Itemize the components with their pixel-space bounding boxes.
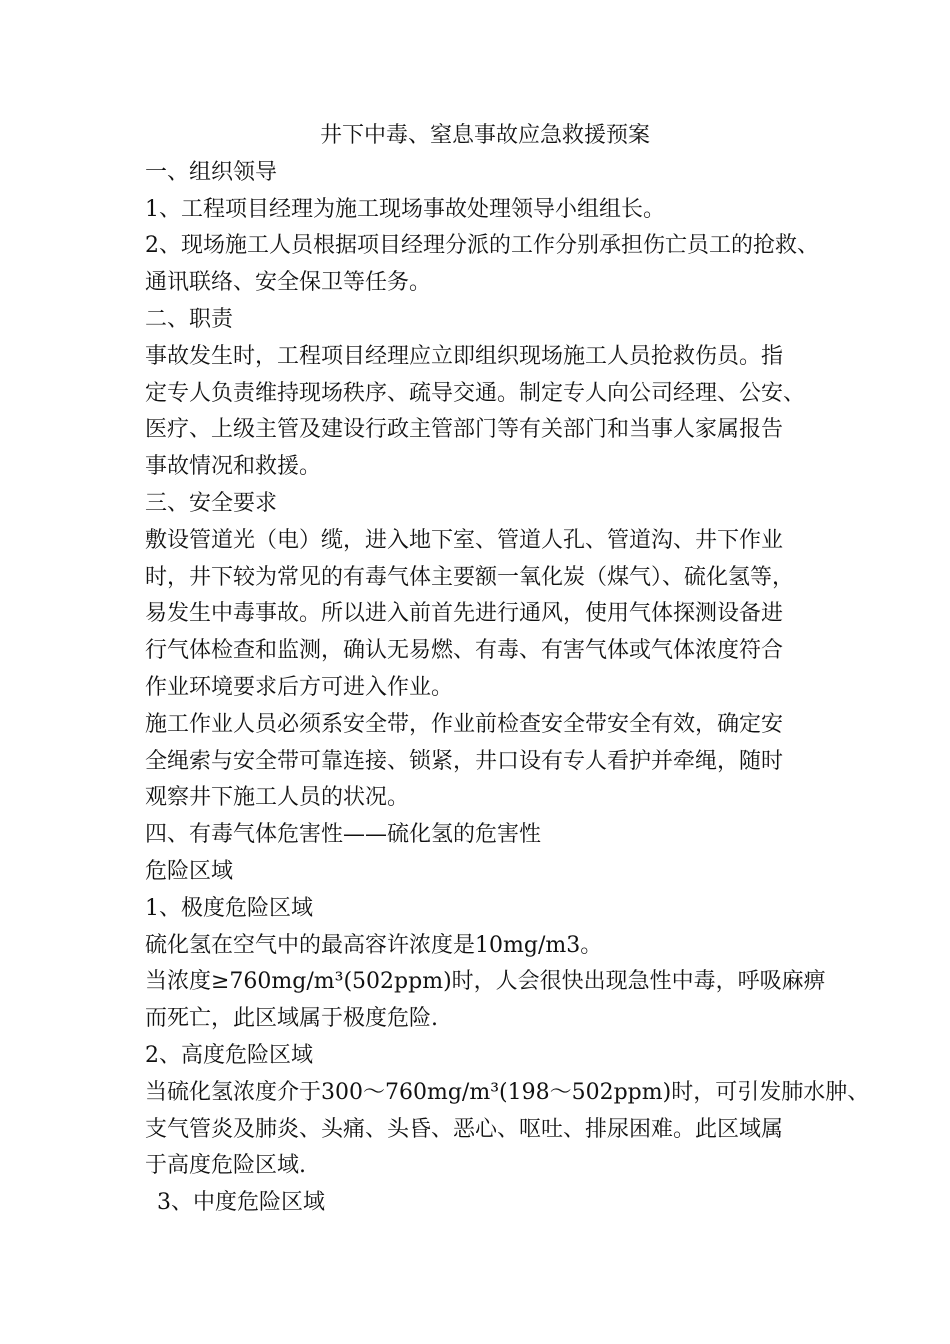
- paragraph-line: 观察井下施工人员的状况。: [145, 785, 410, 811]
- paragraph-line: 而死亡，此区域属于极度危险.: [145, 1006, 438, 1032]
- section-heading-toxic-gas: 四、有毒气体危害性——硫化氢的危害性: [145, 822, 542, 848]
- paragraph-line: 敷设管道光（电）缆，进入地下室、管道人孔、管道沟、井下作业: [145, 527, 784, 553]
- subheading-medium-danger: 3、中度危险区域: [157, 1190, 325, 1216]
- paragraph-line: 施工作业人员必须系安全带，作业前检查安全带安全有效，确定安: [145, 711, 784, 737]
- paragraph-line: 作业环境要求后方可进入作业。: [145, 674, 454, 700]
- paragraph-line: 事故情况和救援。: [145, 454, 322, 480]
- paragraph-line: 事故发生时，工程项目经理应立即组织现场施工人员抢救伤员。指: [145, 343, 784, 369]
- subheading-extreme-danger: 1、极度危险区域: [145, 895, 313, 921]
- paragraph-line: 行气体检查和监测，确认无易燃、有毒、有害气体或气体浓度符合: [145, 638, 784, 664]
- section-heading-organization: 一、组织领导: [145, 159, 278, 185]
- paragraph-line: 定专人负责维持现场秩序、疏导交通。制定专人向公司经理、公安、: [145, 380, 806, 406]
- paragraph-line: 通讯联络、安全保卫等任务。: [145, 270, 432, 296]
- subheading-high-danger: 2、高度危险区域: [145, 1042, 313, 1068]
- paragraph-line: 医疗、上级主管及建设行政主管部门等有关部门和当事人家属报告: [145, 417, 784, 443]
- paragraph-line: 易发生中毒事故。所以进入前首先进行通风，使用气体探测设备进: [145, 601, 784, 627]
- paragraph-line: 1、工程项目经理为施工现场事故处理领导小组组长。: [145, 196, 665, 222]
- section-heading-duties: 二、职责: [145, 306, 234, 332]
- paragraph-line: 当浓度≥760mg/m³(502ppm)时，人会很快出现急性中毒，呼吸麻痹: [145, 969, 826, 995]
- paragraph-line: 硫化氢在空气中的最高容许浓度是10mg/m3。: [145, 932, 603, 958]
- paragraph-line: 支气管炎及肺炎、头痛、头昏、恶心、呕吐、排尿困难。此区域属: [145, 1116, 784, 1142]
- paragraph-line: 当硫化氢浓度介于300～760mg/m³(198～502ppm)时，可引发肺水肿、: [145, 1079, 870, 1105]
- paragraph-line: 全绳索与安全带可靠连接、锁紧，井口设有专人看护并牵绳，随时: [145, 748, 784, 774]
- document-body: [145, 118, 870, 1222]
- paragraph-line: 于高度危险区域.: [145, 1153, 306, 1179]
- page-title: 井下中毒、窒息事故应急救援预案: [319, 123, 650, 148]
- paragraph-line: 2、现场施工人员根据项目经理分派的工作分别承担伤亡员工的抢救、: [145, 233, 819, 259]
- paragraph-line: 时，井下较为常见的有毒气体主要额一氧化炭（煤气）、硫化氢等，: [145, 564, 795, 590]
- section-heading-safety: 三、安全要求: [145, 490, 278, 516]
- subheading-danger-zone: 危险区域: [145, 858, 234, 884]
